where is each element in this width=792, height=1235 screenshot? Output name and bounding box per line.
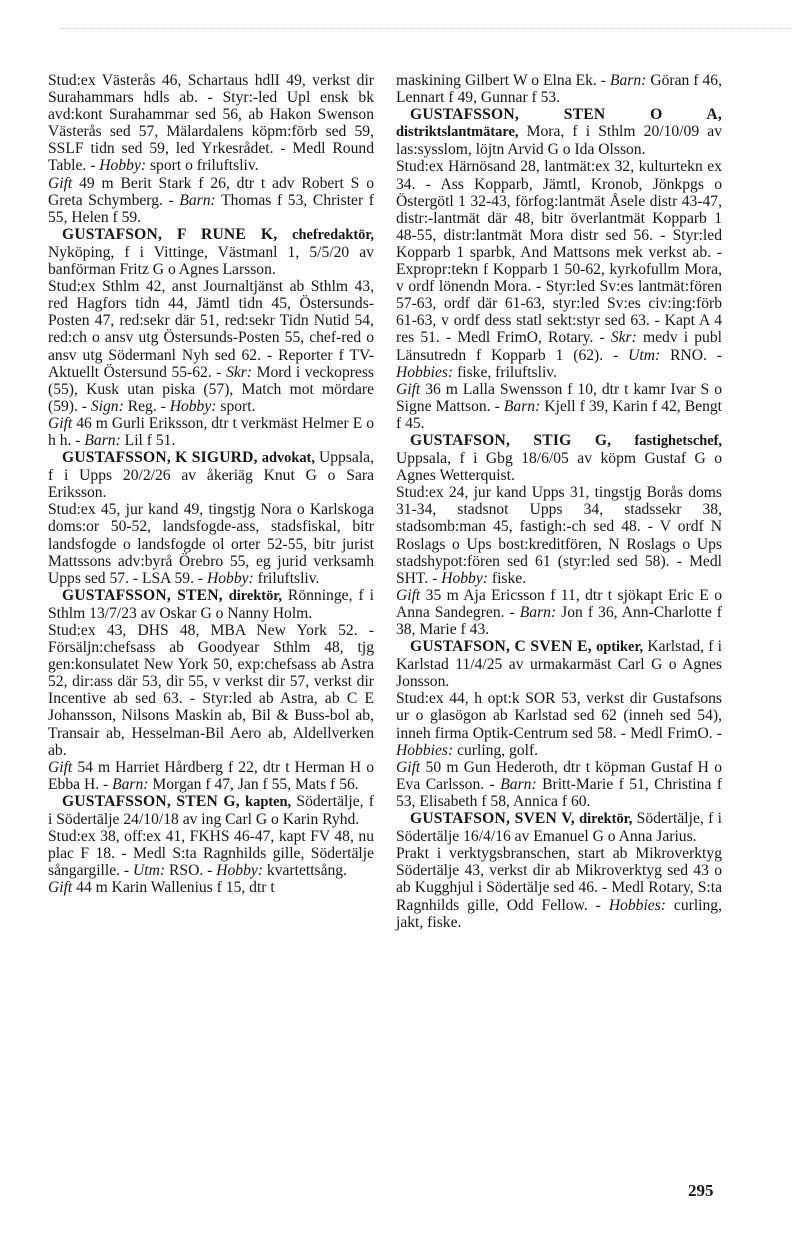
entry-title: optiker, [596,639,644,656]
entry-paragraph: maskining Gilbert W o Elna Ek. - Barn: Göran f 46, Lennart f 49, Gunnar f 53. [396,72,722,107]
entry-paragraph: Gift 46 m Gurli Eriksson, dtr t verkmäst Helmer E o h h. - Barn: Lil f 51. [48,414,374,449]
entry-title: chefredaktör, [292,226,374,243]
entry-paragraph: Gift 35 m Aja Ericsson f 11, dtr t sjökapt Eric E o Anna Sandegren. - Barn: Jon f 36, Ann-Charlotte f 38, Marie f 43. [396,586,722,638]
entry-paragraph: Gift 44 m Karin Wallenius f 15, dtr t [48,879,275,897]
entry-header: GUSTAFSON, SVEN V, direktör, Södertälje, f i Södertälje 16/4/16 av Emanuel G o Anna Jarius. [396,810,722,846]
entry-title: kapten, [245,793,292,810]
entry-paragraph: Gift 36 m Lalla Swensson f 10, dtr t kamr Ivar S o Signe Mattson. - Barn: Kjell f 39, Karin f 42, Bengt f 45. [396,380,723,432]
entry-paragraph: Stud:ex Härnösand 28, lantmät:ex 32, kulturtekn ex 34. - Ass Kopparb, Jämtl, Kronob, Jönkpgs o Östergötl 1 32-43, förfog:lantmät Åsele distr 43-47, distr:-lantmät där 48, bitr överlantmät Kopparb 1 48-55, distr:lantmät Mora distr sed 56. - Styr:led Kopparb 1 sparbk, And Mattsons mek verkst ab. - Expropr:tekn f Kopparb 1 50-62, kyrkofullm Mora, v ordf lönendn Mora. - Styr:led Sv:es lantmät:fören 57-63, ordf där 61-63, styr:led Sv:es civ:ing:förb 61-63, v ordf dess statl sekt:styr sed 63. - Kapt A 4 res 51. - Medl FrimO, Rotary. - Skr: medv i publ Länsutredn f Kopparb 1 (62). - Utm: RNO. - Hobbies: fiske, friluftsliv. [396,158,723,381]
entry-paragraph: Stud:ex Västerås 46, Schartaus hdlI 49, verkst dir Surahammars hdls ab. - Styr:-led Upl ensk bk avd:kont Surahammar sed 56, ab Hakon Swenson Västerås sed 57, Mälardalens köpm:förb sed 59, SSLF tidn sed 59, led Yrkesrådet. - Medl Round Table. - Hobby: sport o friluftsliv. [48,72,374,175]
entry-paragraph: Stud:ex Sthlm 42, anst Journaltjänst ab Sthlm 43, red Hagfors tidn 44, Jämtl tidn 45, Östersunds-Posten 47, red:sekr där 51, red:sekr Tidn Nutid 54, red:ch o ansv utg Östersunds-Posten 55, chef-red o ansv utg Södermanl Nyh sed 62. - Reporter f TV-Aktuellt Östersund 55-62. - Skr: Mord i veckopress (55), Kusk utan piska (57), Match mot mördare (59). - Sign: Reg. - Hobby: sport. [48,278,374,415]
entry-header: GUSTAFSSON, K SIGURD, advokat, Uppsala, f i Upps 20/2/26 av åkeriäg Knut G o Sara Eriksson. [48,449,374,502]
entry-name: GUSTAFSON, STIG G, [410,431,612,449]
entry-paragraph: Stud:ex 43, DHS 48, MBA New York 52. - Försäljn:chefsass ab Goodyear Sthlm 48, tjg gen:konsulatet New York 50, exp:chefsass ab Astra 52, dir:ass där 53, dir 55, v verkst dir 57, verkst dir Incentive ab sed 63. - Styr:led ab Astra, ab C E Johansson, Nilsons Maskin ab, Bil & Buss-bol ab, Transair ab, Hesselman-Bil Aero ab, Aldellverken ab. [48,622,374,759]
entry-header: GUSTAFSSON, STEN G, kapten, Södertälje, f i Södertälje 24/10/18 av ing Carl G o Karin Ryhd. [48,792,374,829]
left-column [48,72,374,897]
entry-name: GUSTAFSSON, STEN G, [62,792,240,810]
page-edge-divider [60,28,792,29]
entry-paragraph: Stud:ex 38, off:ex 41, FKHS 46-47, kapt FV 48, nu plac F 18. - Medl S:ta Ragnhilds gille, Södertälje sångargille. - Utm: RSO. - Hobby: kvartettsång. [48,828,374,880]
entry-name: GUSTAFSSON, STEN, [62,586,223,604]
page-number: 295 [688,1181,714,1200]
entry-title: direktör, [579,811,633,828]
entry-paragraph: Stud:ex 44, h opt:k SOR 53, verkst dir Gustafsons ur o glasögon ab Karlstad sed 62 (inneh sed 54), inneh firma Optik-Centrum sed 58. - Medl FrimO. - Hobbies: curling, golf. [396,690,722,759]
entry-paragraph: Gift 54 m Harriet Hårdberg f 22, dtr t Herman H o Ebba H. - Barn: Morgan f 47, Jan f 55, Mats f 56. [48,758,374,793]
entry-title: fastighetschef, [634,432,722,449]
entry-paragraph: Stud:ex 24, jur kand Upps 31, tingstjg Borås doms 31-34, stadsnot Upps 34, stadssekr 38, stadsomb:man 45, fastigh:-ch sed 48. - V ordf N Roslags o Ups bost:kreditfören, N Roslags o Ups stadshypot:fören sed 61 (styr:led sed 58). - Medl SHT. - Hobby: fiske. [396,484,722,587]
entry-title: distriktslantmätare, [396,124,519,141]
entry-header: GUSTAFSON, F RUNE K, chefredaktör, Nyköping, f i Vittinge, Västmanl 1, 5/5/20 av banförman Fritz G o Agnes Larsson. [48,225,374,279]
entry-paragraph: Prakt i verktygsbranschen, start ab Mikroverktyg Södertälje 43, verkst dir ab Mikroverktyg sed 43 o ab Kugghjul i Södertälje sed 46. - Medl Rotary, S:ta Ragnhilds gille, Odd Fellow. - Hobbies: curling, jakt, fiske. [396,845,722,931]
entry-name: GUSTAFSON, C SVEN E, [410,638,592,656]
entry-paragraph: Gift 49 m Berit Stark f 26, dtr t adv Robert S o Greta Schymberg. - Barn: Thomas f 53, Christer f 55, Helen f 59. [48,174,374,226]
entry-title: advokat, [261,450,315,467]
entry-header: GUSTAFSSON, STEN O A, distriktslantmätare, Mora, f i Sthlm 20/10/09 av las:sysslom, löjtn Arvid G o Ida Olsson. [396,106,722,159]
entry-header: GUSTAFSON, STIG G, fastighetschef, Uppsala, f i Gbg 18/6/05 av köpm Gustaf G o Agnes Wetterquist. [396,431,722,485]
entry-paragraph: Gift 50 m Gun Hederoth, dtr t köpman Gustaf H o Eva Carlsson. - Barn: Britt-Marie f 51, Christina f 53, Elisabeth f 58, Annica f 60. [396,758,723,810]
right-column [396,72,722,931]
entry-header: GUSTAFSON, C SVEN E, optiker, Karlstad, f i Karlstad 11/4/25 av urmakarmäst Carl G o Agnes Jonsson. [396,638,722,691]
entry-name: GUSTAFSSON, K SIGURD, [62,449,258,467]
entry-name: GUSTAFSSON, STEN O A, [410,106,722,124]
entry-title: direktör, [228,587,282,604]
entry-header: GUSTAFSSON, STEN, direktör, Rönninge, f i Sthlm 13/7/23 av Oskar G o Nanny Holm. [48,586,374,622]
entry-paragraph: Stud:ex 45, jur kand 49, tingstjg Nora o Karlskoga doms:or 50-52, landsfogde-ass, stadsfiskal, bitr landsfogde o landsfogde ol orter 52-55, bitr jurist Mattssons adv:byrå Örebro 55, eg jurid verksamh Upps sed 57. - LSA 59. - Hobby: friluftsliv. [48,501,374,587]
entry-name: GUSTAFSON, F RUNE K, [62,225,278,243]
entry-name: GUSTAFSON, SVEN V, [410,810,575,828]
